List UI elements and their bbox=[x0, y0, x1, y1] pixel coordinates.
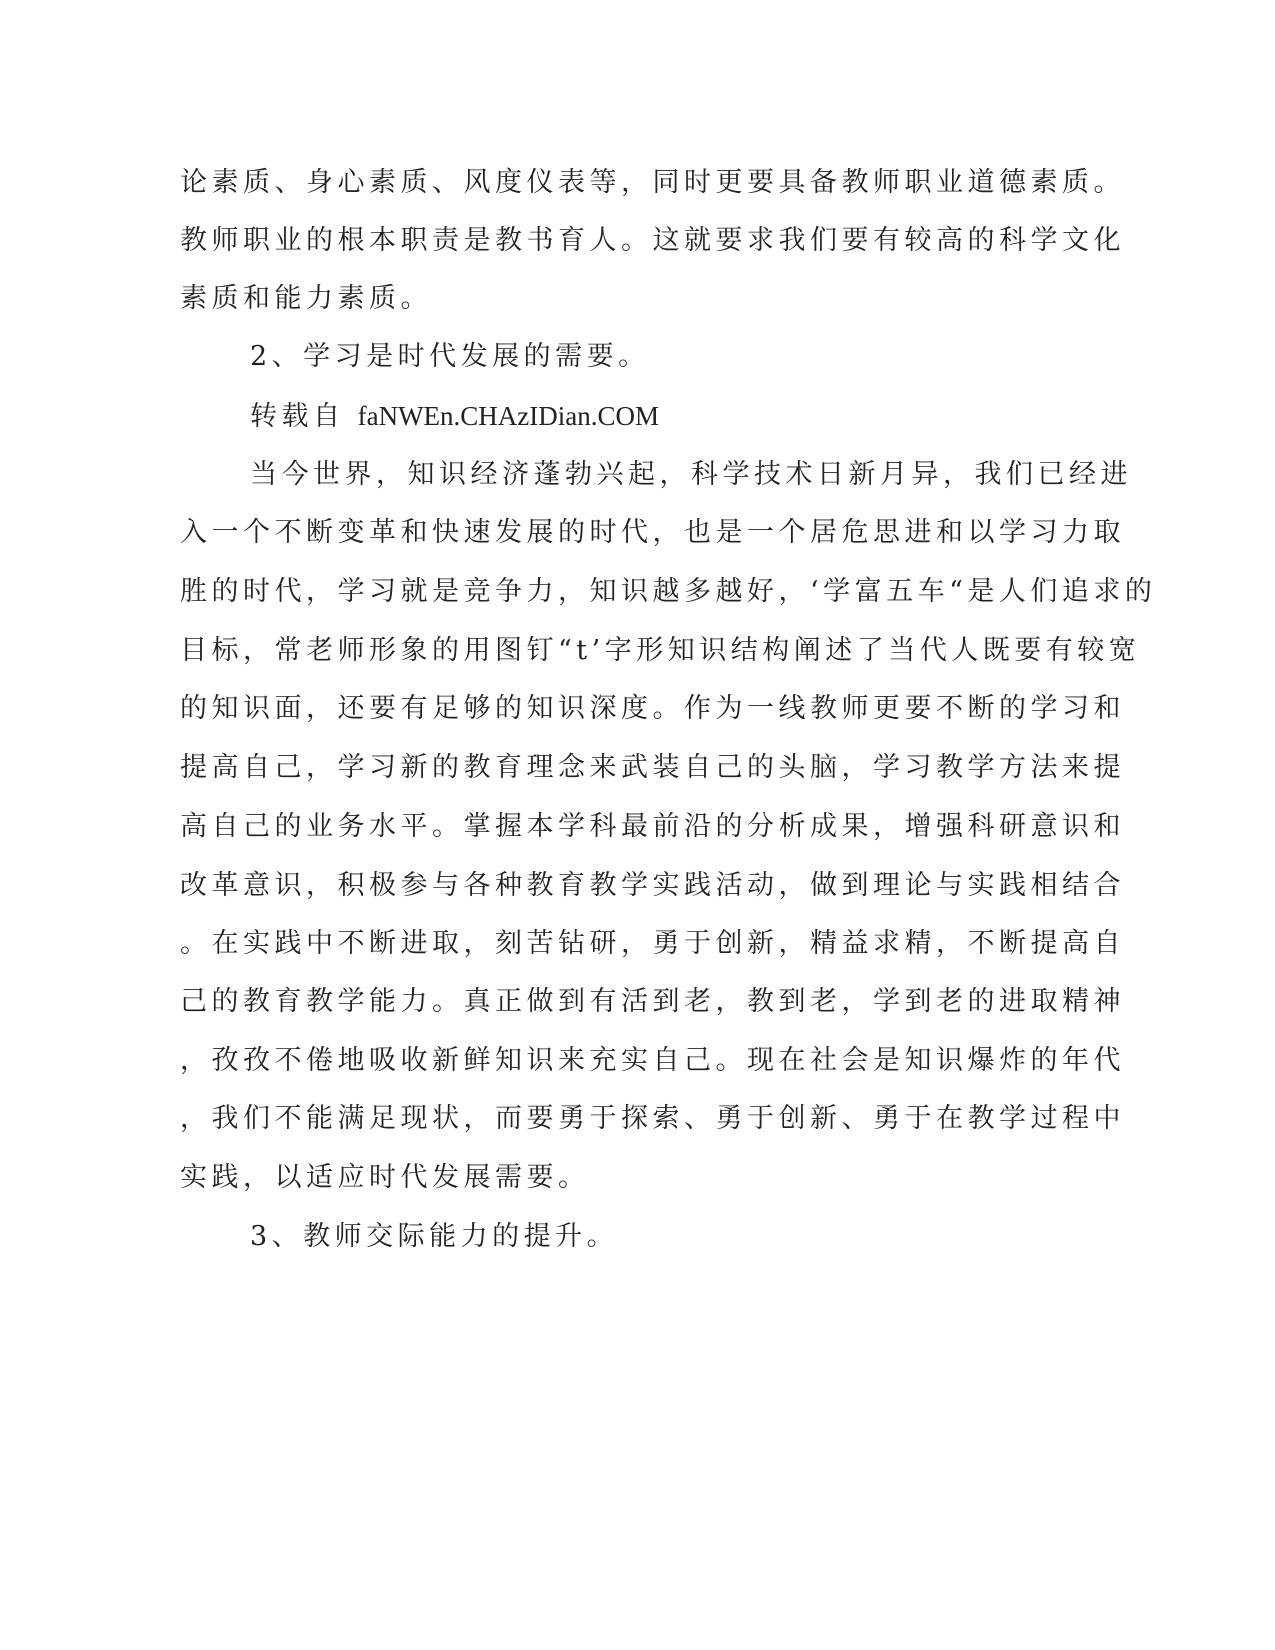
source-prefix: 转载自 bbox=[250, 401, 358, 432]
text-line: 高自己的业务水平。掌握本学科最前沿的分析成果，增强科研意识和 bbox=[180, 811, 1125, 842]
section-heading-2: 2、学习是时代发展的需要。 bbox=[250, 341, 650, 372]
text-line: ，孜孜不倦地吸收新鲜知识来充实自己。现在社会是知识爆炸的年代 bbox=[180, 1045, 1125, 1076]
text-line: 的知识面，还要有足够的知识深度。作为一线教师更要不断的学习和 bbox=[180, 693, 1125, 724]
text-line: 入一个不断变革和快速发展的时代，也是一个居危思进和以学习力取 bbox=[180, 517, 1125, 548]
text-line: 当今世界，知识经济蓬勃兴起，科学技术日新月异，我们已经进 bbox=[250, 459, 1132, 490]
text-line: 论素质、身心素质、风度仪表等，同时更要具备教师职业道德素质。 bbox=[180, 167, 1125, 198]
text-line: 改革意识，积极参与各种教育教学实践活动，做到理论与实践相结合 bbox=[180, 870, 1125, 901]
section-heading-3: 3、教师交际能力的提升。 bbox=[250, 1221, 619, 1252]
source-url: faNWEn.CHAzIDian.COM bbox=[357, 401, 660, 431]
source-line bbox=[250, 396, 659, 436]
text-line: 素质和能力素质。 bbox=[180, 283, 432, 314]
text-line: 目标，常老师形象的用图钉“t’字形知识结构阐述了当代人既要有较宽 bbox=[180, 635, 1141, 666]
text-line: 提高自己，学习新的教育理念来武装自己的头脑，学习教学方法来提 bbox=[180, 752, 1125, 783]
text-line: 己的教育教学能力。真正做到有活到老，教到老，学到老的进取精神 bbox=[180, 986, 1125, 1017]
text-line: ，我们不能满足现状，而要勇于探索、勇于创新、勇于在教学过程中 bbox=[180, 1103, 1125, 1134]
text-line: 。在实践中不断进取，刻苦钻研，勇于创新，精益求精，不断提高自 bbox=[180, 928, 1125, 959]
text-line: 教师职业的根本职责是教书育人。这就要求我们要有较高的科学文化 bbox=[180, 225, 1125, 256]
text-line: 实践，以适应时代发展需要。 bbox=[180, 1162, 590, 1193]
text-line: 胜的时代，学习就是竞争力，知识越多越好，‘学富五车“是人们追求的 bbox=[180, 576, 1157, 607]
